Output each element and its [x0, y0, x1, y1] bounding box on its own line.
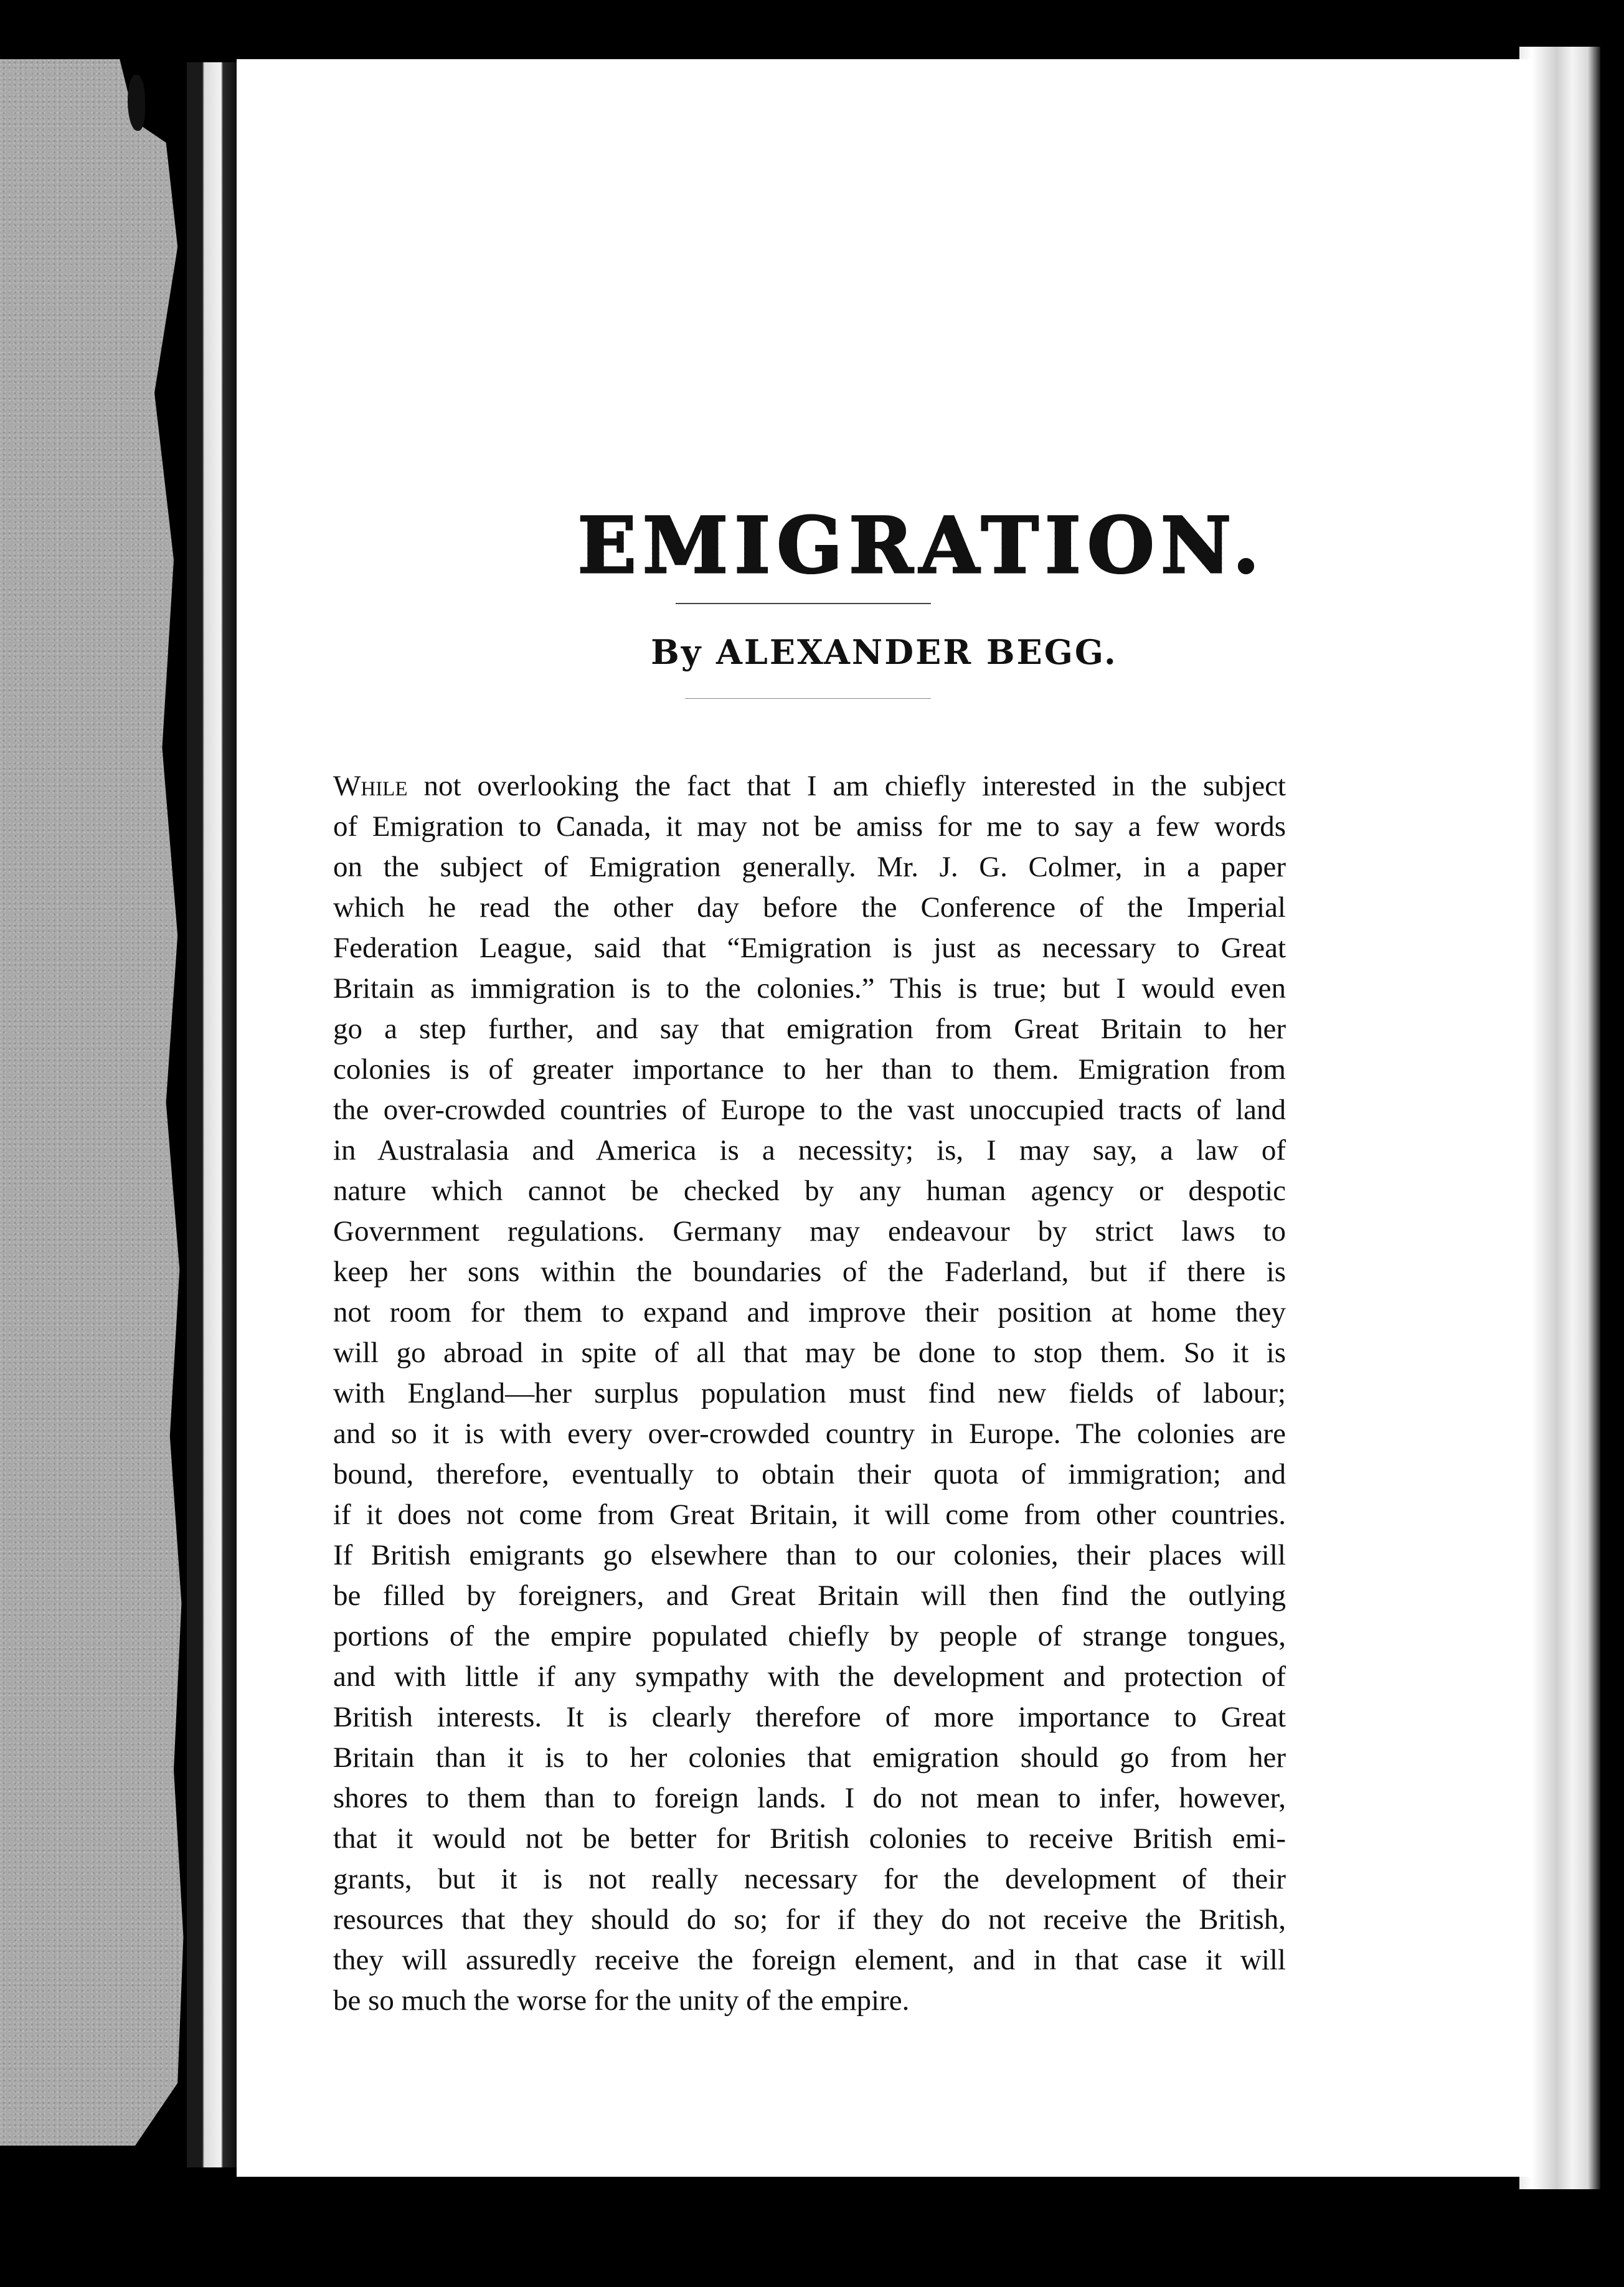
body-line: be filled by foreigners, and Great Britain will then find the outlying: [333, 1579, 1286, 1612]
body-text: [333, 766, 1286, 2021]
body-line: will go abroad in spite of all that may be done to stop them. So it is: [333, 1337, 1286, 1369]
body-line: bound, therefore, eventually to obtain their quota of immigration; and: [333, 1458, 1286, 1490]
title-rule-bottom: [685, 698, 931, 699]
torn-flyleaf: [0, 59, 193, 2146]
body-line: [333, 766, 1286, 807]
body-line: and with little if any sympathy with the development and protection of: [333, 1660, 1286, 1693]
body-line: Britain than it is to her colonies that emigration should go from her: [333, 1741, 1286, 1774]
body-line: of Emigration to Canada, it may not be amiss for me to say a few words: [333, 810, 1286, 843]
body-line: Britain as immigration is to the colonies.” This is true; but I would even: [333, 972, 1286, 1005]
book-page: [237, 59, 1532, 2177]
body-line: which he read the other day before the Conference of the Imperial: [333, 891, 1286, 924]
body-line: colonies is of greater importance to her than to them. Emigration from: [333, 1053, 1286, 1086]
body-line-text: not overlooking the fact that I am chiefly interested in the subject: [407, 770, 1286, 802]
body-line: on the subject of Emigration generally. Mr. J. G. Colmer, in a paper: [333, 851, 1286, 883]
body-line: the over-crowded countries of Europe to the vast unoccupied tracts of land: [333, 1094, 1286, 1126]
flyleaf-tear-mark: [128, 75, 145, 131]
body-line: grants, but it is not really necessary for the development of their: [333, 1863, 1286, 1895]
body-line: that it would not be better for British colonies to receive British emi-: [333, 1822, 1286, 1855]
byline: By ALEXANDER BEGG.: [651, 632, 1118, 672]
body-line: portions of the empire populated chiefly by people of strange tongues,: [333, 1620, 1286, 1652]
binding-gutter: [187, 62, 237, 2167]
body-line: if it does not come from Great Britain, it will come from other countries.: [333, 1499, 1286, 1531]
body-line: resources that they should do so; for if they do not receive the British,: [333, 1903, 1286, 1936]
body-line: nature which cannot be checked by any human agency or despotic: [333, 1175, 1286, 1207]
body-line: shores to them than to foreign lands. I do not mean to infer, however,: [333, 1782, 1286, 1814]
body-line: and so it is with every over-crowded country in Europe. The colonies are: [333, 1418, 1286, 1450]
body-line: British interests. It is clearly therefore of more importance to Great: [333, 1701, 1286, 1733]
body-line: not room for them to expand and improve their position at home they: [333, 1296, 1286, 1328]
title-block: [436, 501, 1407, 591]
body-line: If British emigrants go elsewhere than to our colonies, their places will: [333, 1539, 1286, 1571]
opening-word: While: [333, 770, 408, 802]
body-line: they will assuredly receive the foreign element, and in that case it will: [333, 1944, 1286, 1976]
body-line: with England—her surplus population must find new fields of labour;: [333, 1377, 1286, 1409]
body-line: in Australasia and America is a necessity; is, I may say, a law of: [333, 1134, 1286, 1167]
page-title: EMIGRATION.: [436, 508, 1407, 585]
body-line: Federation League, said that “Emigration is just as necessary to Great: [333, 932, 1286, 964]
body-line: Government regulations. Germany may endeavour by strict laws to: [333, 1215, 1286, 1248]
body-line: keep her sons within the boundaries of the Faderland, but if there is: [333, 1256, 1286, 1288]
title-rule-top: [676, 603, 931, 604]
body-line: be so much the worse for the unity of the empire.: [333, 1984, 910, 2017]
body-line: go a step further, and say that emigration from Great Britain to her: [333, 1013, 1286, 1045]
